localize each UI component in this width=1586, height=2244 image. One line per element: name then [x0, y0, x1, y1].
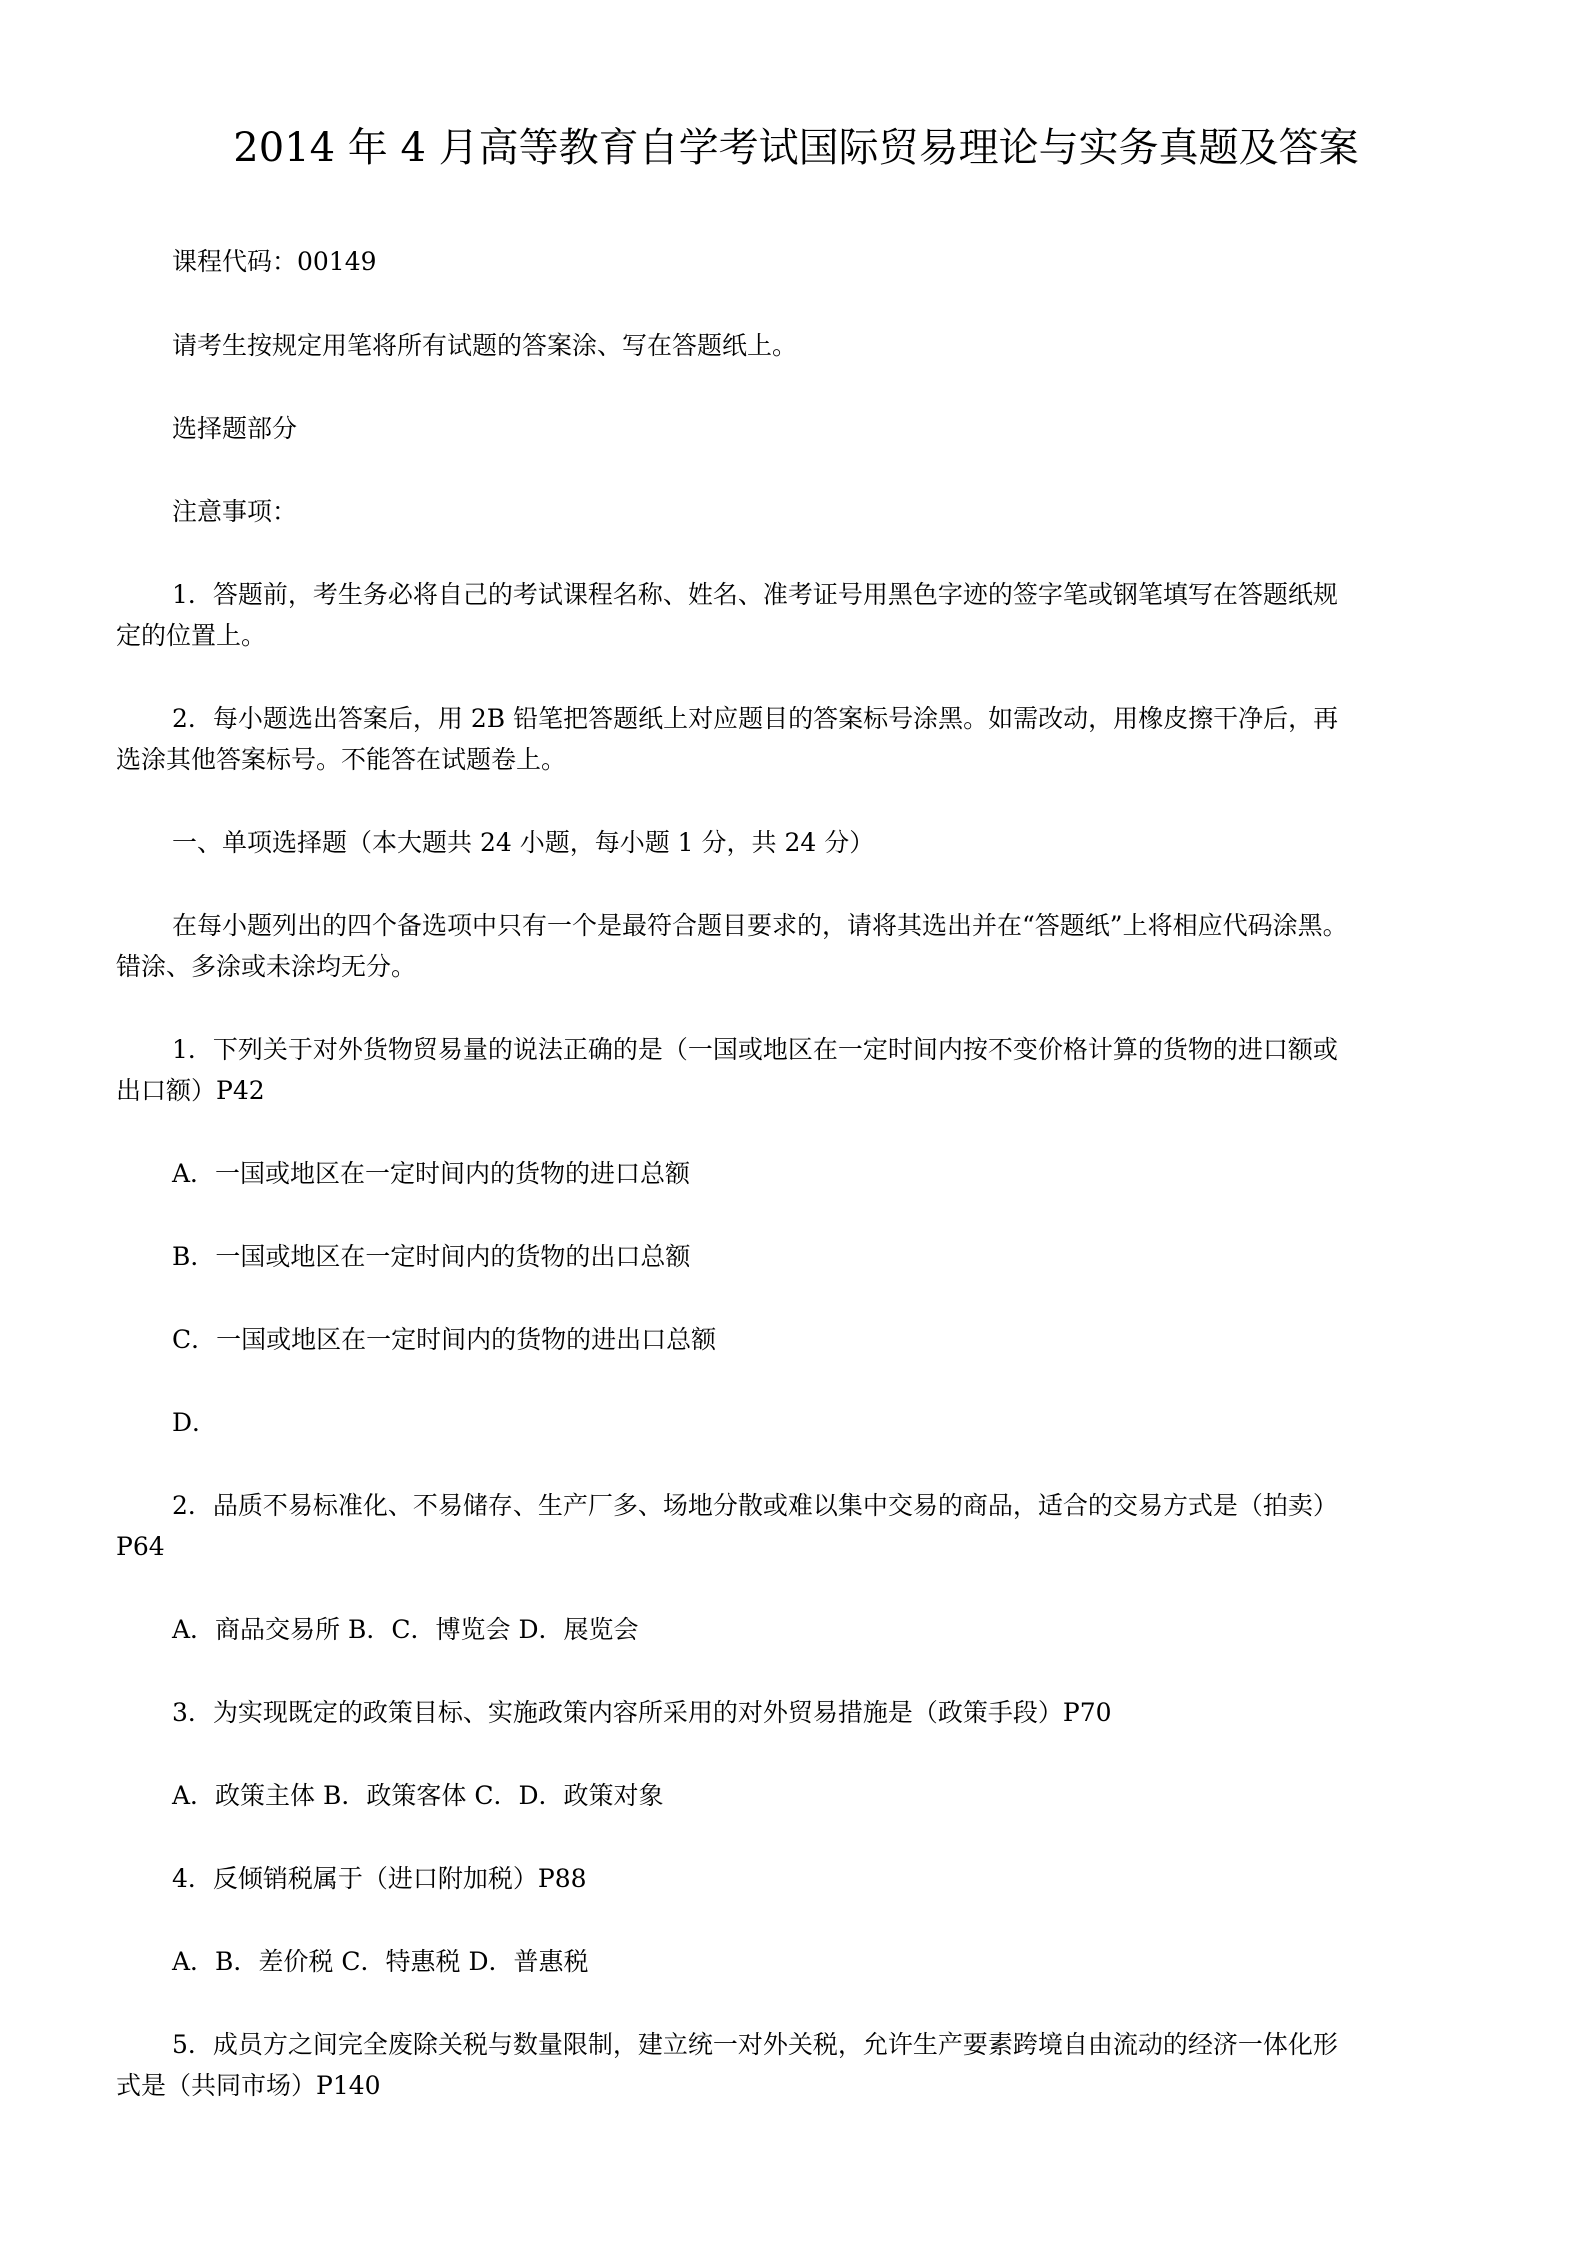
question-1-option-d: D．	[172, 1408, 218, 1437]
question-4-options: A．B．差价税 C．特惠税 D．普惠税	[172, 1947, 589, 1976]
note-2-line-2: 选涂其他答案标号。不能答在试题卷上。	[116, 745, 567, 774]
note-1-line-1: 1．答题前，考生务必将自己的考试课程名称、姓名、准考证号用黑色字迹的签字笔或钢笔填写在答题纸规	[172, 580, 1338, 609]
question-1-option-b: B．一国或地区在一定时间内的货物的出口总额	[172, 1242, 691, 1271]
question-2-stem-line-1: 2．品质不易标准化、不易储存、生产厂多、场地分散或难以集中交易的商品，适合的交易方式是（拍卖）	[172, 1491, 1338, 1520]
question-1-option-a: A．一国或地区在一定时间内的货物的进口总额	[172, 1159, 691, 1188]
question-1-option-c: C．一国或地区在一定时间内的货物的进出口总额	[172, 1325, 717, 1354]
section-heading-choice: 选择题部分	[172, 414, 298, 443]
course-code: 课程代码：00149	[172, 247, 377, 276]
note-2-line-1: 2．每小题选出答案后，用 2B 铅笔把答题纸上对应题目的答案标号涂黑。如需改动，用橡皮擦干净后，再	[172, 704, 1339, 733]
question-2-stem-line-2: P64	[116, 1532, 165, 1561]
part-1-instruction-line-1: 在每小题列出的四个备选项中只有一个是最符合题目要求的，请将其选出并在“答题纸”上将相应代码涂黑。	[172, 911, 1348, 940]
notes-heading: 注意事项：	[172, 497, 298, 526]
instruction-text: 请考生按规定用笔将所有试题的答案涂、写在答题纸上。	[172, 331, 798, 360]
question-3-stem: 3．为实现既定的政策目标、实施政策内容所采用的对外贸易措施是（政策手段）P70	[172, 1698, 1112, 1727]
note-1-line-2: 定的位置上。	[116, 621, 267, 650]
question-4-stem: 4．反倾销税属于（进口附加税）P88	[172, 1864, 587, 1893]
question-3-options: A．政策主体 B．政策客体 C．D．政策对象	[172, 1781, 664, 1810]
part-1-heading: 一、单项选择题（本大题共 24 小题，每小题 1 分，共 24 分）	[172, 828, 875, 857]
question-5-stem-line-2: 式是（共同市场）P140	[116, 2071, 381, 2100]
page-title: 2014 年 4 月高等教育自学考试国际贸易理论与实务真题及答案	[233, 125, 1359, 171]
question-2-options: A．商品交易所 B．C．博览会 D．展览会	[172, 1615, 639, 1644]
question-1-stem-line-1: 1．下列关于对外货物贸易量的说法正确的是（一国或地区在一定时间内按不变价格计算的货物的进口额或	[172, 1035, 1338, 1064]
question-5-stem-line-1: 5．成员方之间完全废除关税与数量限制，建立统一对外关税，允许生产要素跨境自由流动的经济一体化形	[172, 2030, 1338, 2059]
question-1-stem-line-2: 出口额）P42	[116, 1076, 265, 1105]
part-1-instruction-line-2: 错涂、多涂或未涂均无分。	[116, 952, 417, 981]
